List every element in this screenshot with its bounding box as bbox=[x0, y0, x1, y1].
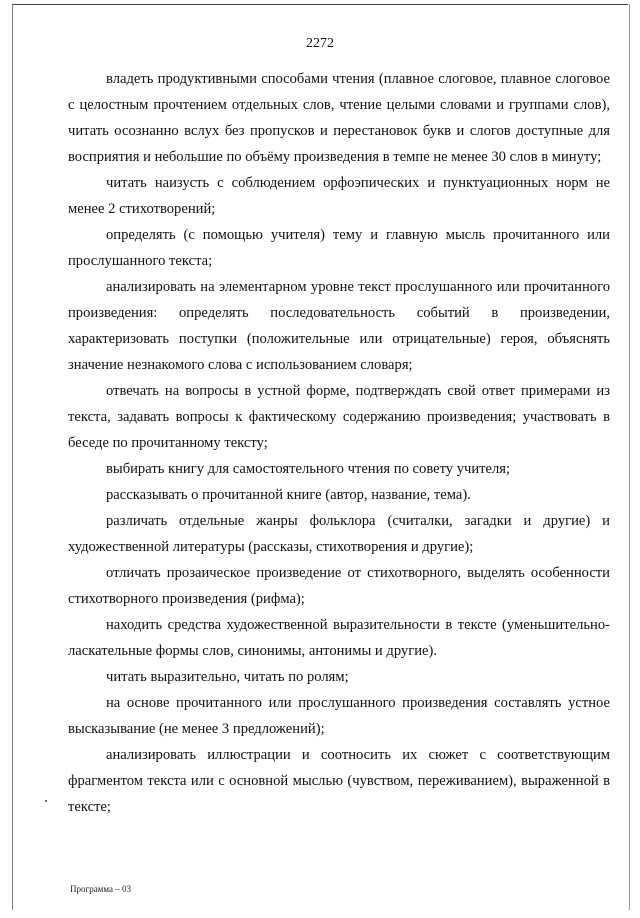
paragraph-distinguish-genres: различать отдельные жанры фольклора (считалки, загадки и другие) и художественной литературы (рассказы, стихотворения и другие); bbox=[68, 513, 610, 555]
paragraph-tell-about-book: рассказывать о прочитанной книге (автор, название, тема). bbox=[106, 487, 471, 503]
scan-edge-left bbox=[12, 4, 13, 910]
paragraph-recite-poems: читать наизусть с соблюдением орфоэпических и пунктуационных норм не менее 2 стихотворений; bbox=[68, 175, 610, 217]
page-number: 2272 bbox=[306, 36, 334, 51]
scan-edge-right bbox=[629, 4, 630, 910]
paragraph-reading-methods: владеть продуктивными способами чтения (плавное слоговое, плавное слоговое с целостным прочтением отдельных слов, чтение целыми словами и группами слов), читать осознанно вслух без пропусков и перестановок букв и слогов доступные для восприятия и небольшие по объёму произведения в темпе не менее 30 слов в минуту; bbox=[68, 71, 610, 165]
paragraph-analyze-text: анализировать на элементарном уровне текст прослушанного или прочитанного произведения: определять последовательность событий в произведении, характеризовать поступки (положительные или отрицательные) героя, объяснять значение незнакомого слова с использованием словаря; bbox=[68, 279, 610, 373]
paragraph-answer-questions: отвечать на вопросы в устной форме, подтверждать свой ответ примерами из текста, задавать вопросы к фактическому содержанию произведения; участвовать в беседе по прочитанному тексту; bbox=[68, 383, 610, 451]
paragraph-prose-vs-poetry: отличать прозаическое произведение от стихотворного, выделять особенности стихотворного произведения (рифма); bbox=[68, 565, 610, 607]
paragraph-expressive-means: находить средства художественной выразительности в тексте (уменьшительно-ласкательные формы слов, синонимы, антонимы и другие). bbox=[68, 617, 610, 659]
paragraph-oral-statement: на основе прочитанного или прослушанного произведения составлять устное высказывание (не менее 3 предложений); bbox=[68, 695, 610, 737]
scan-speck bbox=[45, 800, 47, 802]
scan-edge-top bbox=[12, 4, 628, 5]
paragraph-choose-book: выбирать книгу для самостоятельного чтения по совету учителя; bbox=[106, 461, 511, 477]
page-footer: Программа – 03 bbox=[70, 884, 132, 894]
document-body bbox=[68, 66, 610, 820]
paragraph-read-expressively: читать выразительно, читать по ролям; bbox=[106, 669, 349, 685]
paragraph-theme-main-idea: определять (с помощью учителя) тему и главную мысль прочитанного или прослушанного текста; bbox=[68, 227, 610, 269]
paragraph-analyze-illustrations: анализировать иллюстрации и соотносить их сюжет с соответствующим фрагментом текста или с основной мыслью (чувством, переживанием), выраженной в тексте; bbox=[68, 747, 610, 815]
